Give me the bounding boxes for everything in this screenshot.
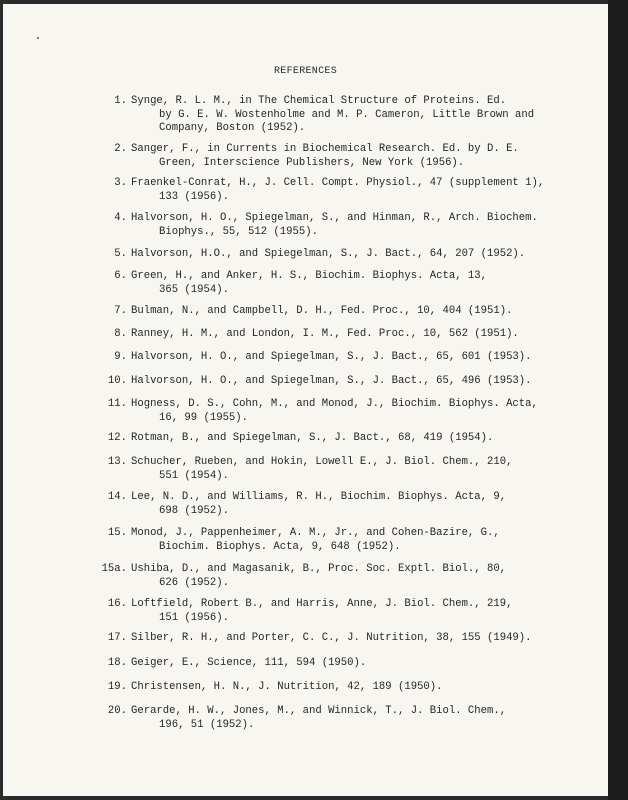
document-page: REFERENCES 1. Synge, R. L. M., in The Chemical Structure of Proteins. Ed. by G. E. W. Wostenholme and M. P. Cameron, Little Brown and Company, Boston (1952). 2. Sanger, F., in Currents in Biochemical Research. Ed. by D. E. Green, Interscience Publishers, New York (1956). 3. Fraenkel-Conrat, H., J. Cell. Compt. Physiol., 47 (supplement 1), 133 (1956). 4. Halvorson, H. O., Spiegelman, S., and Hinman, R., Arch. Biochem. Biophys., 55, 512 (1955). 5. Halvorson, H.O., and Spiegelman, S., J. Bact., 64, 207 (1952). 6. Green, H., and Anker, H. S., Biochim. Biophys. Acta, 13, 365 (1954). 7. Bulman, N., and Campbell, D. H., Fed. Proc., 10, 404 (1951). 8. Ranney, H. M., and London, I. M., Fed. Proc., 10, 562 (1951). 9. Halvorson, H. O., and Spiegelman, S., J. Bact., 65, 601 (1953). 10. Halvorson, H. O., and Spiegelman, S., J. Bact., 65, 496 (1953). 11. Hogness, D. S., Cohn, M., and Monod, J., Biochim. Biophys. Acta, 16, 99 (1955). 12. Rotman, B., and Spiegelman, S., J. Bact., 68, 419 (1954). 13. Schucher, Rueben, and Hokin, Lowell E., J. Biol. Chem., 210, 551 (1954). 14. Lee, N. D., and Williams, R. H., Biochim. Biophys. Acta, 9, 698 (1952). 15. Monod, J., Pappenheimer, A. M., Jr., and Cohen-Bazire, G., Biochim. Biophys. Acta, 9, 648 (1952). 15a. Ushiba, D., and Magasanik, B., Proc. Soc. Exptl. Biol., 80, 626 (1952). 16. Loftfield, Robert B., and Harris, Anne, J. Biol. Chem., 219, 151 (1956). 17. Silber, R. H., and Porter, C. C., J. Nutrition, 38, 155 (1949). 18. Geiger, E., Science, 111, 594 (1950). 19. Christensen, H. N., J. Nutrition, 42, 189 (1950). 20. Gerarde, H. W., Jones, M., and Winnick, T., J. Biol. Chem., 196, 51 (1952).	[3, 4, 608, 796]
page-title: REFERENCES	[273, 66, 337, 77]
scan-edge	[608, 0, 628, 800]
speck-mark	[37, 37, 39, 39]
